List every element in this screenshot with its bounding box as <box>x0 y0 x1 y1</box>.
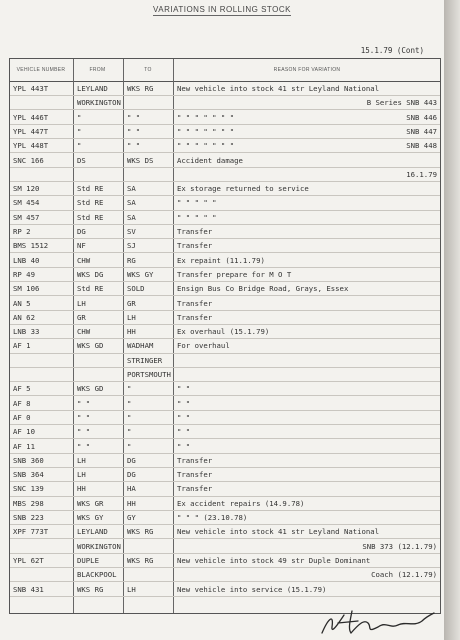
reason-cell: Transfer <box>177 312 213 322</box>
from-cell: WKS GD <box>77 341 104 351</box>
from-cell: LH <box>77 455 86 465</box>
variations-table <box>9 58 441 614</box>
reason-cell: " " <box>177 384 191 394</box>
to-cell: SA <box>127 212 136 222</box>
table-row <box>10 82 440 96</box>
table-row <box>10 282 440 296</box>
to-cell: GR <box>127 298 136 308</box>
from-cell: " " <box>77 412 91 422</box>
reason-cell: Transfer prepare for M O T <box>177 269 292 279</box>
table-row <box>10 211 440 225</box>
vehicle-number-cell: AF 8 <box>13 398 31 408</box>
to-cell: SOLD <box>127 284 145 294</box>
table-row <box>10 540 440 554</box>
to-cell <box>127 540 171 553</box>
from-cell: GR <box>77 312 86 322</box>
to-cell: " <box>127 412 132 422</box>
from-cell <box>77 368 122 381</box>
reason-cell: Transfer <box>177 241 213 251</box>
from-cell: WKS GR <box>77 498 104 508</box>
vehicle-number-cell <box>13 540 73 553</box>
table-header <box>10 59 440 82</box>
vehicle-number-cell: SNB 431 <box>13 584 44 594</box>
table-row <box>10 382 440 396</box>
from-cell: DS <box>77 155 86 165</box>
from-cell: WORKINGTON <box>77 98 121 108</box>
to-cell: " <box>127 427 132 437</box>
vehicle-number-cell: SM 454 <box>13 198 40 208</box>
reason-cell: New vehicle into stock 41 str Leyland National <box>177 84 380 93</box>
vehicle-number-cell: MBS 298 <box>13 498 44 508</box>
to-cell: SV <box>127 227 136 236</box>
vehicle-number-cell: YPL 62T <box>13 555 44 565</box>
handwritten-signature <box>318 605 436 638</box>
vehicle-number-cell: YPL 446T <box>13 112 49 122</box>
from-cell: CHW <box>77 255 91 265</box>
vehicle-number-cell: YPL 448T <box>13 141 49 151</box>
vehicle-number-cell: BMS 1512 <box>13 241 49 251</box>
to-cell <box>127 568 171 581</box>
reason-cell: " " <box>177 441 191 451</box>
from-cell: WKS GD <box>77 384 104 394</box>
table-row <box>10 254 440 268</box>
header-from: FROM <box>89 67 106 73</box>
to-cell: " <box>127 441 132 451</box>
to-cell: SA <box>127 198 136 208</box>
to-cell: GY <box>127 513 136 522</box>
page-edge <box>444 0 460 640</box>
reason-cell: Ex overhaul (15.1.79) <box>177 327 270 337</box>
table-row <box>10 368 440 382</box>
table-row <box>10 297 440 311</box>
to-cell: SJ <box>127 241 136 251</box>
table-row <box>10 268 440 282</box>
from-cell <box>77 354 122 367</box>
vehicle-number-cell: SM 457 <box>13 212 40 222</box>
table-row <box>10 339 440 353</box>
document-title: VARIATIONS IN ROLLING STOCK <box>153 5 291 14</box>
vehicle-number-cell: SNC 139 <box>13 484 44 494</box>
reason-cell: New vehicle into service (15.1.79) <box>177 584 327 594</box>
table-row <box>10 96 440 110</box>
vehicle-number-cell: AF 5 <box>13 384 31 394</box>
from-cell: " " <box>77 398 91 408</box>
table-row <box>10 325 440 339</box>
header-vehicle-number: VEHICLE NUMBER <box>16 67 66 73</box>
vehicle-number-cell <box>13 568 73 581</box>
table-row <box>10 497 440 511</box>
reason-cell: Ensign Bus Co Bridge Road, Grays, Essex <box>177 284 349 294</box>
reason-continuation-cell: SNB 446 <box>406 112 437 122</box>
reason-cell: " " " " " " " <box>177 126 235 136</box>
from-cell: LH <box>77 470 86 480</box>
to-cell <box>127 96 171 109</box>
vehicle-number-cell: RP 49 <box>13 269 35 279</box>
vehicle-number-cell: YPL 447T <box>13 126 49 136</box>
vehicle-number-cell: AF 11 <box>13 441 35 451</box>
to-cell: STRINGER <box>127 355 163 365</box>
table-row <box>10 554 440 568</box>
table-row <box>10 525 440 539</box>
table-row <box>10 440 440 454</box>
from-cell: BLACKPOOL <box>77 570 117 580</box>
to-cell <box>127 168 171 181</box>
vehicle-number-cell <box>13 354 73 367</box>
to-cell: " " <box>127 112 141 122</box>
to-cell: LH <box>127 584 136 594</box>
from-cell: Std RE <box>77 184 104 194</box>
from-cell: LEYLAND <box>77 527 108 537</box>
to-cell: HH <box>127 498 136 508</box>
reason-cell <box>177 168 435 181</box>
table-row <box>10 354 440 368</box>
from-cell: " " <box>77 427 91 437</box>
to-cell: HH <box>127 327 136 337</box>
from-cell: WORKINGTON <box>77 541 121 551</box>
reason-cell: " " " " " <box>177 198 217 208</box>
table-row <box>10 511 440 525</box>
from-cell: Std RE <box>77 284 104 294</box>
reason-cell: Transfer <box>177 484 213 494</box>
reason-cell: Accident damage <box>177 155 243 165</box>
from-cell: " " <box>77 441 91 451</box>
vehicle-number-cell: XPF 773T <box>13 527 49 537</box>
reason-continuation-cell: 16.1.79 <box>406 169 437 179</box>
table-row <box>10 397 440 411</box>
vehicle-number-cell: YPL 443T <box>13 84 49 93</box>
to-cell: DG <box>127 455 136 465</box>
table-row <box>10 196 440 210</box>
reason-cell: " " <box>177 427 191 437</box>
from-cell: LH <box>77 298 86 308</box>
reason-continuation-cell: Coach (12.1.79) <box>371 570 437 580</box>
reason-cell: Ex storage returned to service <box>177 184 309 194</box>
to-cell: " " <box>127 126 141 136</box>
from-cell: Std RE <box>77 198 104 208</box>
table-row <box>10 583 440 597</box>
vehicle-number-cell <box>13 368 73 381</box>
reason-cell: " " " " " <box>177 212 217 222</box>
from-cell: WKS RG <box>77 584 104 594</box>
vehicle-number-cell: SNB 360 <box>13 455 44 465</box>
vehicle-number-cell: SM 106 <box>13 284 40 294</box>
table-row <box>10 482 440 496</box>
reason-cell: Ex accident repairs (14.9.78) <box>177 498 305 508</box>
reason-cell: Transfer <box>177 298 213 308</box>
table-row <box>10 168 440 182</box>
table-row <box>10 411 440 425</box>
reason-cell <box>177 354 435 367</box>
from-cell: DG <box>77 227 86 236</box>
table-row <box>10 239 440 253</box>
vehicle-number-cell <box>13 96 73 109</box>
reason-cell: Ex repaint (11.1.79) <box>177 255 265 265</box>
reason-cell: New vehicle into stock 41 str Leyland National <box>177 527 380 537</box>
from-cell: WKS GY <box>77 513 104 522</box>
to-cell: " <box>127 384 132 394</box>
vehicle-number-cell: SM 120 <box>13 184 40 194</box>
table-row <box>10 182 440 196</box>
to-cell: SA <box>127 184 136 194</box>
vehicle-number-cell: SNC 166 <box>13 155 44 165</box>
reason-cell: " " " " " " " <box>177 141 235 151</box>
table-row <box>10 111 440 125</box>
from-cell: CHW <box>77 327 91 337</box>
from-cell: " <box>77 112 82 122</box>
vehicle-number-cell: SNB 364 <box>13 470 44 480</box>
vehicle-number-cell: AF 0 <box>13 412 31 422</box>
to-cell: " <box>127 398 132 408</box>
header-to: TO <box>144 67 152 73</box>
from-cell: WKS DG <box>77 269 104 279</box>
table-row <box>10 468 440 482</box>
to-cell: DG <box>127 470 136 480</box>
to-cell: WKS DS <box>127 155 154 165</box>
vehicle-number-cell: LNB 40 <box>13 255 40 265</box>
reason-cell: Transfer <box>177 455 213 465</box>
to-cell: WADHAM <box>127 341 154 351</box>
table-row <box>10 425 440 439</box>
reason-continuation-cell: SNB 373 (12.1.79) <box>362 541 437 551</box>
from-cell: Std RE <box>77 212 104 222</box>
from-cell: " <box>77 141 82 151</box>
to-cell: WKS RG <box>127 84 154 93</box>
reason-continuation-cell: SNB 448 <box>406 141 437 151</box>
table-row <box>10 568 440 582</box>
to-cell: PORTSMOUTH <box>127 370 171 379</box>
table-row <box>10 454 440 468</box>
vehicle-number-cell: RP 2 <box>13 227 31 236</box>
from-cell: LEYLAND <box>77 84 108 93</box>
reason-cell: For overhaul <box>177 341 230 351</box>
vehicle-number-cell: AF 10 <box>13 427 35 437</box>
from-cell <box>77 168 122 181</box>
to-cell: WKS RG <box>127 555 154 565</box>
from-cell: NF <box>77 241 86 251</box>
table-row <box>10 125 440 139</box>
to-cell: RG <box>127 255 136 265</box>
to-cell: WKS RG <box>127 527 154 537</box>
reason-cell: " " " " " " " <box>177 112 235 122</box>
to-cell: " " <box>127 141 141 151</box>
reason-cell: " " <box>177 412 191 422</box>
vehicle-number-cell: AF 1 <box>13 341 31 351</box>
reason-cell <box>177 368 435 381</box>
from-cell: DUPLE <box>77 555 99 565</box>
table-row <box>10 225 440 239</box>
reason-continuation-cell: SNB 447 <box>406 126 437 136</box>
reason-continuation-cell: B Series SNB 443 <box>366 98 437 108</box>
from-cell: " <box>77 126 82 136</box>
vehicle-number-cell: AN 5 <box>13 298 31 308</box>
vehicle-number-cell: LNB 33 <box>13 327 40 337</box>
table-row <box>10 154 440 168</box>
vehicle-number-cell: AN 62 <box>13 312 35 322</box>
table-row <box>10 139 440 153</box>
vehicle-number-cell: SNB 223 <box>13 513 44 522</box>
page-date: 15.1.79 (Cont) <box>360 46 424 55</box>
reason-cell: " " <box>177 398 191 408</box>
table-row <box>10 311 440 325</box>
reason-cell: Transfer <box>177 470 213 480</box>
header-reason: REASON FOR VARIATION <box>273 67 341 73</box>
to-cell: LH <box>127 312 136 322</box>
reason-cell: " " " (23.10.78) <box>177 513 248 522</box>
vehicle-number-cell <box>13 168 73 181</box>
to-cell: WKS GY <box>127 269 154 279</box>
reason-cell: New vehicle into stock 49 str Duple Dominant <box>177 555 371 565</box>
to-cell: HA <box>127 484 136 494</box>
reason-cell: Transfer <box>177 227 213 236</box>
from-cell: HH <box>77 484 86 494</box>
